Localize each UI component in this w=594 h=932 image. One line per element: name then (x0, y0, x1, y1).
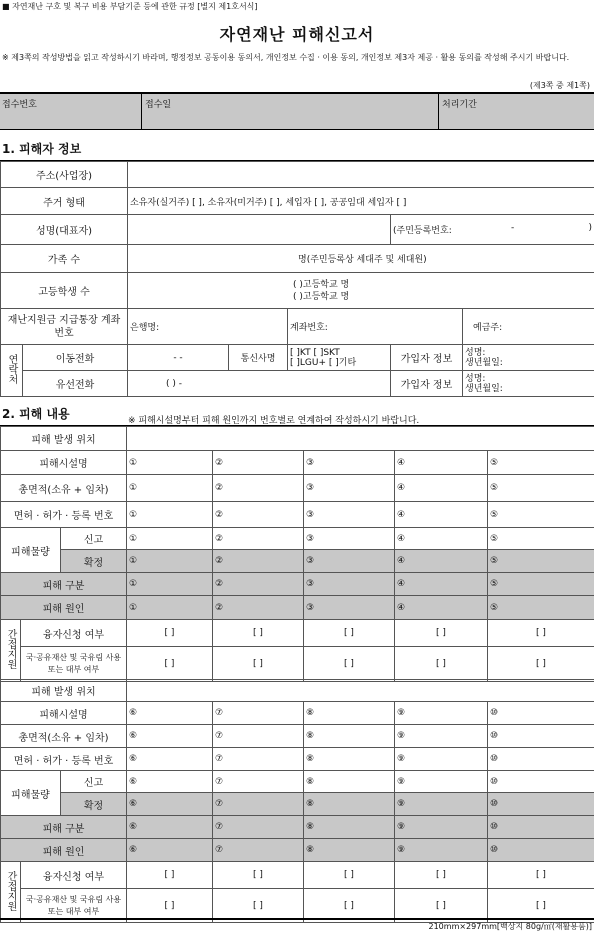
cause-cell: ④ (395, 596, 488, 620)
area-cell[interactable]: ② (213, 475, 304, 502)
confirm-cell: ⑧ (304, 793, 395, 816)
residence-options[interactable]: 소유자(실거주) [ ], 소유자(미거주) [ ], 세입자 [ ], 공공임대 세입자 [ ] (128, 188, 594, 215)
license-cell[interactable]: ⑥ (127, 748, 213, 771)
report-label-a: 신고 (61, 528, 127, 550)
receipt-bar (0, 92, 594, 130)
confirm-cell: ① (127, 550, 213, 573)
type-cell: ② (213, 573, 304, 596)
facility-cell[interactable]: ⑤ (488, 451, 594, 475)
facility-cell[interactable]: ⑩ (488, 702, 594, 725)
paper-spec: 210mm×297mm[백상지 80g/㎡(재활용품)] (428, 922, 592, 931)
exempt-check[interactable]: [ ] (127, 889, 213, 923)
exempt-check[interactable]: [ ] (213, 889, 304, 923)
type-label-b: 피해 구분 (1, 816, 127, 839)
location-label-b: 피해 발생 위치 (1, 680, 127, 702)
family-label: 가족 수 (1, 245, 128, 273)
license-cell[interactable]: ③ (304, 502, 395, 528)
loan-check[interactable]: [ ] (304, 620, 395, 647)
quantity-label-b: 피해물량 (1, 771, 61, 816)
resident-number-close: ) (588, 223, 593, 233)
facility-cell[interactable]: ⑥ (127, 702, 213, 725)
landline-field[interactable]: ( ) - (128, 371, 391, 397)
mobile-label: 이동전화 (23, 345, 128, 371)
exempt-check[interactable]: [ ] (488, 647, 594, 682)
name-field[interactable] (128, 215, 391, 245)
report-cell[interactable]: ④ (395, 528, 488, 550)
indirect-support-label-b: 간접지원 (1, 862, 21, 923)
license-cell[interactable]: ⑦ (213, 748, 304, 771)
license-cell[interactable]: ⑤ (488, 502, 594, 528)
license-cell[interactable]: ⑧ (304, 748, 395, 771)
confirm-cell: ⑤ (488, 550, 594, 573)
exempt-check[interactable]: [ ] (304, 889, 395, 923)
carrier-label: 통신사명 (229, 345, 288, 371)
exempt-check[interactable]: [ ] (304, 647, 395, 682)
high-school-line-2: ( )고등학교 명 (293, 291, 350, 302)
form-title: 자연재난 피해신고서 (219, 25, 375, 44)
confirm-cell: ④ (395, 550, 488, 573)
bank-account-label: 재난지원금 지급통장 계좌번호 (1, 309, 128, 345)
family-field[interactable]: 명(주민등록상 세대주 및 세대원) (128, 245, 594, 273)
victim-info-table (0, 161, 594, 397)
section2-title: 2. 피해 내용 (2, 407, 70, 421)
mobile-field[interactable]: - - (128, 345, 229, 371)
area-cell[interactable]: ⑧ (304, 725, 395, 748)
type-cell: ⑨ (395, 816, 488, 839)
high-school-line-1: ( )고등학교 명 (293, 279, 350, 290)
area-cell[interactable]: ⑥ (127, 725, 213, 748)
type-cell: ⑧ (304, 816, 395, 839)
area-label-a: 총면적(소유 + 임차) (1, 475, 127, 502)
exempt-check[interactable]: [ ] (213, 647, 304, 682)
type-cell: ⑦ (213, 816, 304, 839)
mobile-subscriber-field[interactable] (463, 345, 594, 371)
landline-subscriber-field[interactable] (463, 371, 594, 397)
type-cell: ④ (395, 573, 488, 596)
address-field[interactable] (128, 162, 594, 188)
section1-title: 1. 피해자 정보 (2, 142, 82, 156)
license-label-b: 면허 · 허가 · 등록 번호 (1, 748, 127, 771)
exempt-check[interactable]: [ ] (395, 889, 488, 923)
license-label-a: 면허 · 허가 · 등록 번호 (1, 502, 127, 528)
residence-label: 주거 형태 (1, 188, 128, 215)
facility-cell[interactable]: ⑧ (304, 702, 395, 725)
license-cell[interactable]: ⑩ (488, 748, 594, 771)
mobile-subscriber-label: 가입자 정보 (391, 345, 463, 371)
landline-label: 유선전화 (23, 371, 128, 397)
location-field-a[interactable] (127, 427, 594, 451)
confirm-cell: ⑩ (488, 793, 594, 816)
high-school-label: 고등학생 수 (1, 273, 128, 309)
type-cell: ⑥ (127, 816, 213, 839)
quantity-label-a: 피해물량 (1, 528, 61, 573)
resident-number-label: (주민등록번호: (393, 226, 452, 236)
contact-label: 연락처 (1, 345, 23, 397)
facility-cell[interactable]: ⑦ (213, 702, 304, 725)
loan-check[interactable]: [ ] (213, 620, 304, 647)
report-cell[interactable]: ③ (304, 528, 395, 550)
loan-check[interactable]: [ ] (127, 620, 213, 647)
cause-cell: ⑧ (304, 839, 395, 862)
loan-check[interactable]: [ ] (488, 862, 594, 889)
cause-cell: ⑩ (488, 839, 594, 862)
confirm-label-b: 확정 (61, 793, 127, 816)
carrier-options[interactable] (288, 345, 391, 371)
exempt-check[interactable]: [ ] (127, 647, 213, 682)
location-field-b[interactable] (127, 680, 594, 702)
mobile-subscriber-birth: 생년월일: (465, 357, 503, 368)
license-cell[interactable]: ④ (395, 502, 488, 528)
confirm-cell: ② (213, 550, 304, 573)
section2-note: ※ 피해시설명부터 피해 원인까지 번호별로 연계하여 작성하시기 바랍니다. (128, 416, 420, 426)
type-cell: ③ (304, 573, 395, 596)
area-cell[interactable]: ③ (304, 475, 395, 502)
exempt-label-b: 국·공유재산 및 국유림 사용 또는 대부 여부 (21, 889, 127, 923)
cause-cell: ⑨ (395, 839, 488, 862)
address-label: 주소(사업장) (1, 162, 128, 188)
exempt-label-a: 국·공유재산 및 국유림 사용 또는 대부 여부 (21, 647, 127, 682)
page-number: (제3쪽 중 제1쪽) (529, 81, 590, 90)
loan-check[interactable]: [ ] (488, 620, 594, 647)
landline-subscriber-name: 성명: (465, 373, 486, 384)
exempt-check[interactable]: [ ] (395, 647, 488, 682)
loan-check[interactable]: [ ] (127, 862, 213, 889)
processing-period-label: 처리기간 (442, 100, 477, 110)
carrier-option-line1: [ ]KT [ ]SKT (290, 347, 340, 358)
loan-label-b: 융자신청 여부 (21, 862, 127, 889)
report-cell[interactable]: ⑦ (213, 771, 304, 793)
report-cell[interactable]: ② (213, 528, 304, 550)
area-label-b: 총면적(소유 + 임차) (1, 725, 127, 748)
report-label-b: 신고 (61, 771, 127, 793)
resident-number-field[interactable] (391, 215, 594, 245)
area-cell[interactable]: ④ (395, 475, 488, 502)
report-cell[interactable]: ⑨ (395, 771, 488, 793)
cause-label-b: 피해 원인 (1, 839, 127, 862)
facility-label-b: 피해시설명 (1, 702, 127, 725)
area-cell[interactable]: ⑦ (213, 725, 304, 748)
resident-number-dash: - (511, 223, 515, 233)
loan-check[interactable]: [ ] (395, 862, 488, 889)
report-cell[interactable]: ⑩ (488, 771, 594, 793)
cause-label-a: 피해 원인 (1, 596, 127, 620)
facility-cell[interactable]: ④ (395, 451, 488, 475)
indirect-support-label-a: 간접지원 (1, 620, 21, 682)
confirm-cell: ⑦ (213, 793, 304, 816)
landline-subscriber-birth: 생년월일: (465, 383, 503, 394)
confirm-cell: ③ (304, 550, 395, 573)
receipt-date-label: 접수일 (145, 100, 172, 110)
area-cell[interactable]: ⑨ (395, 725, 488, 748)
cause-cell: ⑥ (127, 839, 213, 862)
confirm-cell: ⑨ (395, 793, 488, 816)
receipt-number-label: 접수번호 (2, 100, 37, 110)
cause-cell: ⑦ (213, 839, 304, 862)
report-cell[interactable]: ⑤ (488, 528, 594, 550)
landline-subscriber-label: 가입자 정보 (391, 371, 463, 397)
facility-cell[interactable]: ③ (304, 451, 395, 475)
license-cell[interactable]: ① (127, 502, 213, 528)
type-cell: ⑩ (488, 816, 594, 839)
facility-cell[interactable]: ① (127, 451, 213, 475)
confirm-label-a: 확정 (61, 550, 127, 573)
facility-cell[interactable]: ② (213, 451, 304, 475)
license-cell[interactable]: ② (213, 502, 304, 528)
high-school-field[interactable] (128, 273, 594, 309)
cause-cell: ⑤ (488, 596, 594, 620)
type-cell: ⑤ (488, 573, 594, 596)
mobile-subscriber-name: 성명: (465, 347, 486, 358)
loan-check[interactable]: [ ] (304, 862, 395, 889)
report-cell[interactable]: ① (127, 528, 213, 550)
loan-label-a: 융자신청 여부 (21, 620, 127, 647)
regulation-line: ■ 자연재난 구호 및 복구 비용 부담기준 등에 관한 규정 [별지 제1호서식] (2, 2, 258, 11)
bank-name-field[interactable]: 은행명: (128, 309, 288, 345)
loan-check[interactable]: [ ] (213, 862, 304, 889)
license-cell[interactable]: ⑨ (395, 748, 488, 771)
confirm-cell: ⑥ (127, 793, 213, 816)
name-label: 성명(대표자) (1, 215, 128, 245)
type-cell: ① (127, 573, 213, 596)
cause-cell: ① (127, 596, 213, 620)
facility-cell[interactable]: ⑨ (395, 702, 488, 725)
report-cell[interactable]: ⑧ (304, 771, 395, 793)
area-cell[interactable]: ⑤ (488, 475, 594, 502)
notice: ※ 제3쪽의 작성방법을 읽고 작성하시기 바라며, 행정정보 공동이용 동의서, 개인정보 수집 · 이용 동의, 개인정보 제3자 제공 · 활용 동의를 작성해 주시기 바랍니다. (2, 53, 570, 62)
damage-table-a (0, 426, 594, 682)
report-cell[interactable]: ⑥ (127, 771, 213, 793)
carrier-option-line2: [ ]LGU+ [ ]기타 (290, 357, 357, 368)
facility-label-a: 피해시설명 (1, 451, 127, 475)
area-cell[interactable]: ⑩ (488, 725, 594, 748)
account-holder-field[interactable]: 예금주: (463, 309, 594, 345)
area-cell[interactable]: ① (127, 475, 213, 502)
account-number-field[interactable]: 계좌번호: (288, 309, 463, 345)
cause-cell: ② (213, 596, 304, 620)
type-label-a: 피해 구분 (1, 573, 127, 596)
cause-cell: ③ (304, 596, 395, 620)
exempt-check[interactable]: [ ] (488, 889, 594, 923)
damage-table-b (0, 679, 594, 923)
loan-check[interactable]: [ ] (395, 620, 488, 647)
location-label-a: 피해 발생 위치 (1, 427, 127, 451)
